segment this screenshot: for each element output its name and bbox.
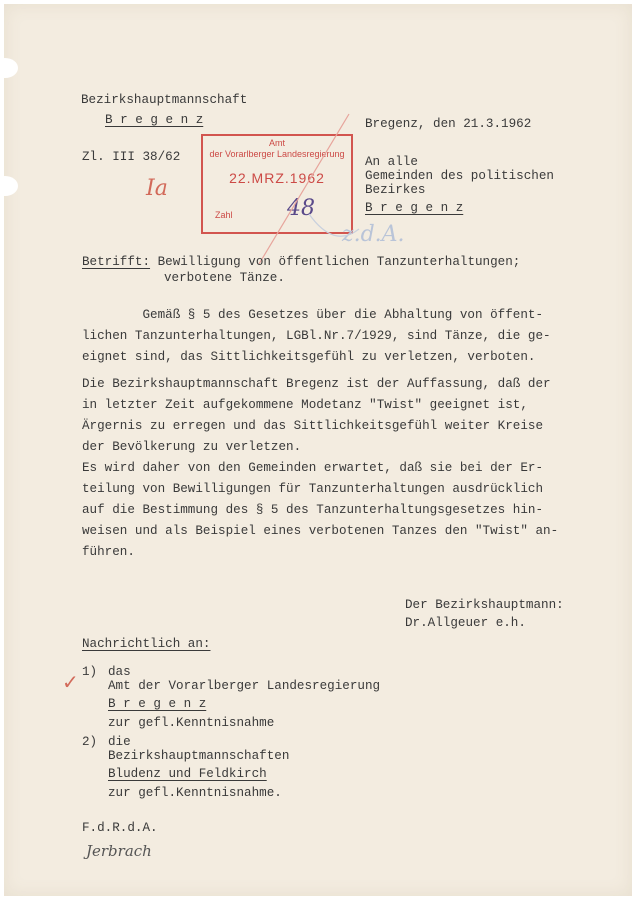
body-line: Die Bezirkshauptmannschaft Bregenz ist der Auffassung, daß der [82, 377, 551, 391]
body-line: weisen und als Beispiel eines verbotenen Tanzes den "Twist" an- [82, 524, 559, 538]
cc-label: Nachrichtlich an: [82, 637, 211, 651]
stamp-zahl-label: Zahl [215, 210, 233, 220]
stamp-line-1: Amt [268, 138, 285, 148]
signoff-name: Dr.Allgeuer e.h. [405, 616, 526, 630]
cc-item-2-city: Bludenz und Feldkirch [108, 767, 267, 781]
body-line: der Bevölkerung zu verletzen. [82, 440, 302, 454]
fdrda-note: F.d.R.d.A. [82, 821, 158, 835]
body-line: auf die Bestimmung des § 5 des Tanzunterhaltungsgesetzes hin- [82, 503, 544, 517]
authority-name: Bezirkshauptmannschaft [81, 93, 248, 107]
body-line: führen. [82, 545, 135, 559]
body-line: in letzter Zeit aufgekommene Modetanz "Twist" geeignet ist, [82, 398, 528, 412]
handwritten-zda: z.d.A. [342, 222, 405, 247]
signoff-title: Der Bezirkshauptmann: [405, 598, 564, 612]
punch-hole-bottom [0, 176, 18, 196]
body-line: eignet sind, das Sittlichkeitsgefühl zu verletzen, verboten. [82, 350, 536, 364]
stamp-line-2: der Vorarlberger Landesregierung [209, 149, 345, 159]
authority-city: B r e g e n z [105, 113, 204, 127]
handwritten-signature: Jerbrach [86, 842, 152, 860]
subject-text-1: Bewilligung von öffentlichen Tanzunterhaltungen; [150, 255, 521, 269]
handwritten-initials: Ia [146, 176, 168, 201]
recipient-line-1: An alle [365, 155, 418, 169]
document-page [4, 4, 632, 896]
cc-item-1-note: zur gefl.Kenntnisnahme [108, 716, 275, 730]
subject-line-2: verbotene Tänze. [164, 271, 285, 285]
subject-line-1 [82, 254, 520, 270]
body-line: Gemäß § 5 des Gesetzes über die Abhaltung von öffent- [82, 308, 544, 322]
recipient-city: B r e g e n z [365, 201, 464, 215]
cc-item-1-number: 1) [82, 665, 98, 679]
stamp-zahl-number: 48 [287, 196, 315, 221]
stamp-date: 22.MRZ.1962 [229, 170, 325, 186]
cc-item-1-line-2: Amt der Vorarlberger Landesregierung [108, 679, 381, 693]
handwritten-checkmark: ✓ [62, 670, 79, 694]
place-date: Bregenz, den 21.3.1962 [365, 117, 532, 131]
cc-item-1-line-1: das [108, 665, 131, 679]
file-number: Zl. III 38/62 [82, 150, 181, 164]
subject-label: Betrifft: [82, 255, 151, 269]
recipient-line-3: Bezirkes [365, 183, 426, 197]
punch-hole-top [0, 58, 18, 78]
cc-item-2-line-2: Bezirkshauptmannschaften [108, 749, 290, 763]
body-line: lichen Tanzunterhaltungen, LGBl.Nr.7/1929, sind Tänze, die ge- [82, 329, 551, 343]
cc-item-1-city: B r e g e n z [108, 697, 207, 711]
cc-item-2-number: 2) [82, 735, 98, 749]
pencil-arc-icon [304, 209, 364, 249]
cc-item-2-note: zur gefl.Kenntnisnahme. [108, 786, 282, 800]
cc-item-2-line-1: die [108, 735, 131, 749]
body-line: Ärgernis zu erregen und das Sittlichkeitsgefühl weiter Kreise [82, 419, 544, 433]
body-line: teilung von Bewilligungen für Tanzunterhaltungen ausdrücklich [82, 482, 544, 496]
body-line: Es wird daher von den Gemeinden erwartet, daß sie bei der Er- [82, 461, 544, 475]
recipient-line-2: Gemeinden des politischen [365, 169, 554, 183]
